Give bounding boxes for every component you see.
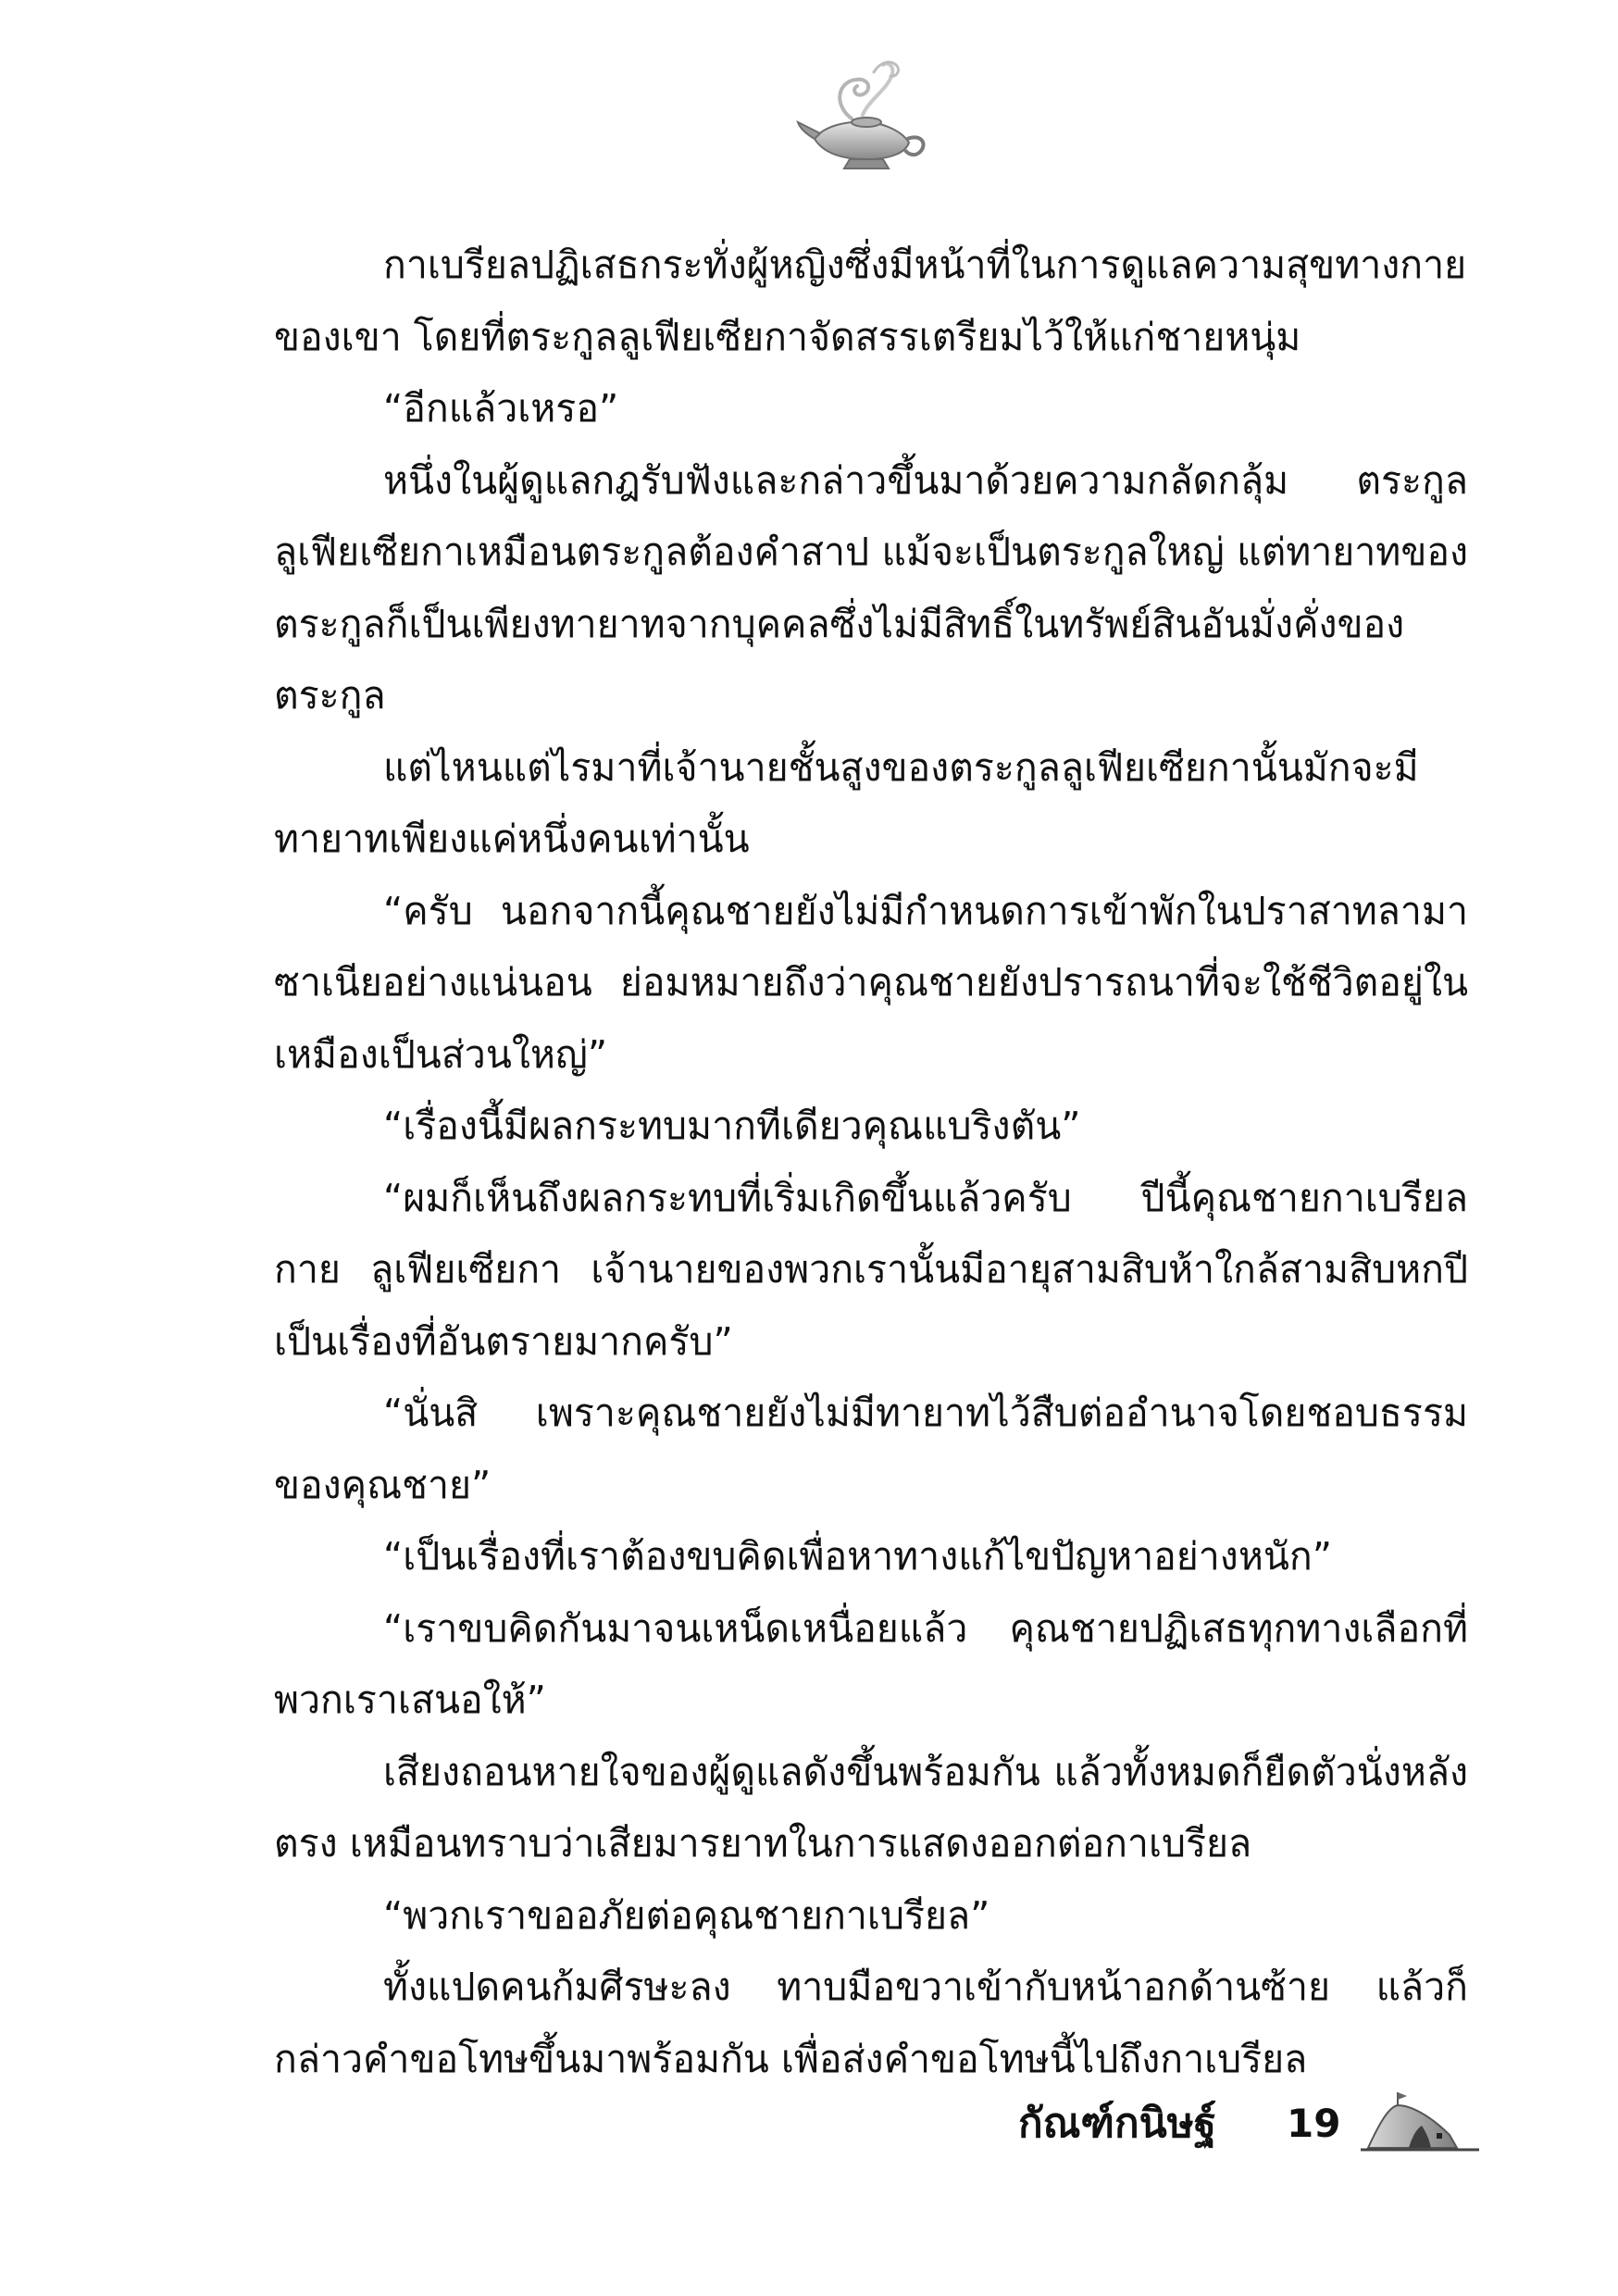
paragraph: กาเบรียลปฏิเสธกระทั่งผู้หญิงซึ่งมีหน้าที่ในการดูแลความสุขทางกายของเขา โดยที่ตระกูลลูเฟียเซียกาจัดสรรเตรียมไว้ให้แก่ชายหนุ่ม: [274, 243, 1467, 359]
paragraph: “อีกแล้วเหรอ”: [383, 386, 619, 430]
paragraph: ทั้งแปดคนก้มศีรษะลง ทาบมือขวาเข้ากับหน้าอกด้านซ้าย แล้วก็กล่าวคำขอโทษขึ้นมาพร้อมกัน เพื่อส่งคำขอโทษนี้ไปถึงกาเบรียล: [274, 1965, 1468, 2081]
paragraph: “ผมก็เห็นถึงผลกระทบที่เริ่มเกิดขึ้นแล้วครับ ปีนี้คุณชายกาเบรียล กาย ลูเฟียเซียกา เจ้านายของพวกเรานั้นมีอายุสามสิบห้าใกล้สามสิบหกปี เป็นเรื่องที่อันตรายมากครับ”: [274, 1175, 1468, 1364]
paragraph: “นั่นสิ เพราะคุณชายยังไม่มีทายาทไว้สืบต่ออำนาจโดยชอบธรรมของคุณชาย”: [274, 1391, 1468, 1507]
paragraph: เสียงถอนหายใจของผู้ดูแลดังขึ้นพร้อมกัน แล้วทั้งหมดก็ยืดตัวนั่งหลังตรง เหมือนทราบว่าเสียมารยาทในการแสดงออกต่อกาเบรียล: [274, 1749, 1468, 1866]
paragraph: “เรื่องนี้มีผลกระทบมากทีเดียวคุณแบริงตัน”: [383, 1104, 1081, 1148]
genie-lamp-icon: [796, 54, 935, 174]
paragraph: “พวกเราขออภัยต่อคุณชายกาเบรียล”: [383, 1892, 990, 1938]
paragraph: หนึ่งในผู้ดูแลกฎรับฟังและกล่าวขึ้นมาด้วยความกลัดกลุ้ม ตระกูลลูเฟียเซียกาเหมือนตระกูลต้องคำสาป แม้จะเป็นตระกูลใหญ่ แต่ทายาทของตระกูลก็เป็นเพียงทายาทจากบุคคลซึ่งไม่มีสิทธิ์ในทรัพย์สินอันมั่งคั่งของตระกูล: [274, 457, 1468, 718]
paragraph: “ครับ นอกจากนี้คุณชายยังไม่มีกำหนดการเข้าพักในปราสาทลามาซาเนียอย่างแน่นอน ย่อมหมายถึงว่าคุณชายยังปรารถนาที่จะใช้ชีวิตอยู่ในเหมืองเป็นส่วนใหญ่”: [274, 888, 1468, 1077]
page-footer: [1018, 2074, 1500, 2166]
page-number: 19: [1287, 2101, 1341, 2146]
paragraph: “เป็นเรื่องที่เราต้องขบคิดเพื่อหาทางแก้ไขปัญหาอย่างหนัก”: [383, 1534, 1332, 1578]
paragraph: แต่ไหนแต่ไรมาที่เจ้านายชั้นสูงของตระกูลลูเฟียเซียกานั้นมักจะมีทายาทเพียงแค่หนึ่งคนเท่านั้น: [274, 744, 1419, 861]
body-text: [274, 230, 1468, 2095]
book-title: กัณฑ์กนิษฐ์: [1018, 2100, 1216, 2147]
tent-icon: [1361, 2087, 1481, 2161]
paragraph: “เราขบคิดกันมาจนเหน็ดเหนื่อยแล้ว คุณชายปฏิเสธทุกทางเลือกที่พวกเราเสนอให้”: [274, 1605, 1468, 1722]
